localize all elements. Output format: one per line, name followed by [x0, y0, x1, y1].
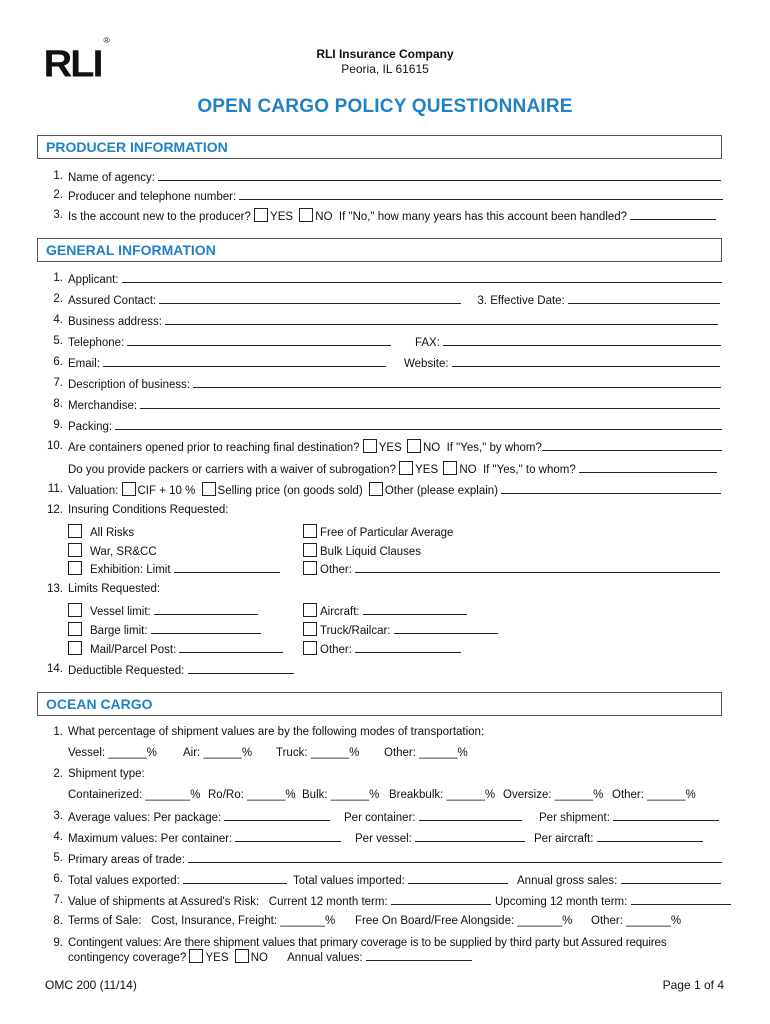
containers-opened-no-checkbox[interactable]: [407, 439, 421, 453]
avg-per-shipment-field[interactable]: [613, 809, 719, 821]
war-checkbox[interactable]: [68, 543, 82, 557]
max-per-aircraft-field[interactable]: [597, 830, 703, 842]
type-containerized[interactable]: Containerized: _______%: [68, 789, 201, 801]
section-general-information: GENERAL INFORMATION: [37, 238, 722, 262]
terms-cif[interactable]: Cost, Insurance, Freight: _______%: [151, 915, 336, 927]
avg-per-container-field[interactable]: [419, 809, 522, 821]
primary-areas-field[interactable]: [188, 851, 722, 863]
waiver-no-checkbox[interactable]: [443, 461, 457, 475]
aircraft-checkbox[interactable]: [303, 603, 317, 617]
effective-date-field[interactable]: [568, 292, 720, 304]
exhibition-checkbox[interactable]: [68, 561, 82, 575]
type-bulk[interactable]: Bulk: ______%: [302, 789, 380, 801]
telephone-field[interactable]: [127, 334, 391, 346]
mail-post-checkbox[interactable]: [68, 641, 82, 655]
mode-air[interactable]: Air: ______%: [183, 747, 253, 759]
max-per-vessel-field[interactable]: [415, 830, 525, 842]
agency-name-field[interactable]: [158, 169, 721, 181]
all-risks-checkbox[interactable]: [68, 524, 82, 538]
assured-contact-field[interactable]: [159, 292, 461, 304]
merchandise-field[interactable]: [140, 397, 720, 409]
producer-phone-field[interactable]: [239, 188, 723, 200]
annual-sales-field[interactable]: [621, 872, 721, 884]
description-field[interactable]: [193, 376, 721, 388]
terms-fob[interactable]: Free On Board/Free Alongside: _______%: [355, 915, 573, 927]
annual-values-field[interactable]: [366, 949, 472, 961]
valuation-selling-price-checkbox[interactable]: [202, 482, 216, 496]
website-field[interactable]: [452, 355, 720, 367]
company-info: [0, 47, 770, 77]
email-field[interactable]: [103, 355, 386, 367]
valuation-other-field[interactable]: [501, 482, 721, 494]
contingent-no-checkbox[interactable]: [235, 949, 249, 963]
section-producer-information: PRODUCER INFORMATION: [37, 135, 722, 159]
years-handled-field[interactable]: [630, 208, 716, 220]
new-account-no-checkbox[interactable]: [299, 208, 313, 222]
contingent-yes-checkbox[interactable]: [189, 949, 203, 963]
type-other[interactable]: Other: ______%: [612, 789, 696, 801]
mode-other[interactable]: Other: ______%: [384, 747, 468, 759]
deductible-field[interactable]: [188, 662, 294, 674]
company-address: Peoria, IL 61615: [341, 62, 429, 76]
aircraft-limit-field[interactable]: [363, 603, 467, 615]
current-term-field[interactable]: [391, 893, 491, 905]
barge-limit-field[interactable]: [151, 622, 261, 634]
terms-other[interactable]: Other: _______%: [591, 915, 682, 927]
barge-limit-checkbox[interactable]: [68, 622, 82, 636]
upcoming-term-field[interactable]: [631, 893, 731, 905]
exhibition-limit-field[interactable]: [174, 561, 280, 573]
valuation-other-checkbox[interactable]: [369, 482, 383, 496]
waiver-yes-checkbox[interactable]: [399, 461, 413, 475]
packing-field[interactable]: [115, 418, 722, 430]
truck-railcar-field[interactable]: [394, 622, 498, 634]
max-per-container-field[interactable]: [235, 830, 341, 842]
business-address-field[interactable]: [165, 313, 718, 325]
new-account-yes-checkbox[interactable]: [254, 208, 268, 222]
form-code: OMC 200 (11/14): [45, 978, 137, 992]
company-name: RLI Insurance Company: [316, 47, 454, 61]
conditions-other-field[interactable]: [355, 561, 720, 573]
total-exported-field[interactable]: [183, 872, 287, 884]
page-number: Page 1 of 4: [662, 978, 724, 992]
bulk-liquid-checkbox[interactable]: [303, 543, 317, 557]
truck-railcar-checkbox[interactable]: [303, 622, 317, 636]
vessel-limit-field[interactable]: [154, 603, 258, 615]
total-imported-field[interactable]: [408, 872, 508, 884]
avg-per-package-field[interactable]: [224, 809, 330, 821]
waiver-to-whom-field[interactable]: [579, 461, 717, 473]
fpa-checkbox[interactable]: [303, 524, 317, 538]
mode-truck[interactable]: Truck: ______%: [276, 747, 360, 759]
rli-logo: RLI®: [43, 36, 110, 86]
type-oversize[interactable]: Oversize: ______%: [503, 789, 604, 801]
applicant-field[interactable]: [122, 271, 722, 283]
type-breakbulk[interactable]: Breakbulk: ______%: [389, 789, 496, 801]
vessel-limit-checkbox[interactable]: [68, 603, 82, 617]
opened-by-whom-field[interactable]: [542, 439, 722, 451]
limits-other-checkbox[interactable]: [303, 641, 317, 655]
mode-vessel[interactable]: Vessel: ______%: [68, 747, 157, 759]
section-ocean-cargo: OCEAN CARGO: [37, 692, 722, 716]
type-roro[interactable]: Ro/Ro: ______%: [208, 789, 296, 801]
valuation-cif-checkbox[interactable]: [122, 482, 136, 496]
fax-field[interactable]: [443, 334, 721, 346]
limits-other-field[interactable]: [355, 641, 461, 653]
conditions-other-checkbox[interactable]: [303, 561, 317, 575]
mail-post-field[interactable]: [179, 641, 283, 653]
containers-opened-yes-checkbox[interactable]: [363, 439, 377, 453]
page-title: OPEN CARGO POLICY QUESTIONNAIRE: [197, 96, 573, 117]
